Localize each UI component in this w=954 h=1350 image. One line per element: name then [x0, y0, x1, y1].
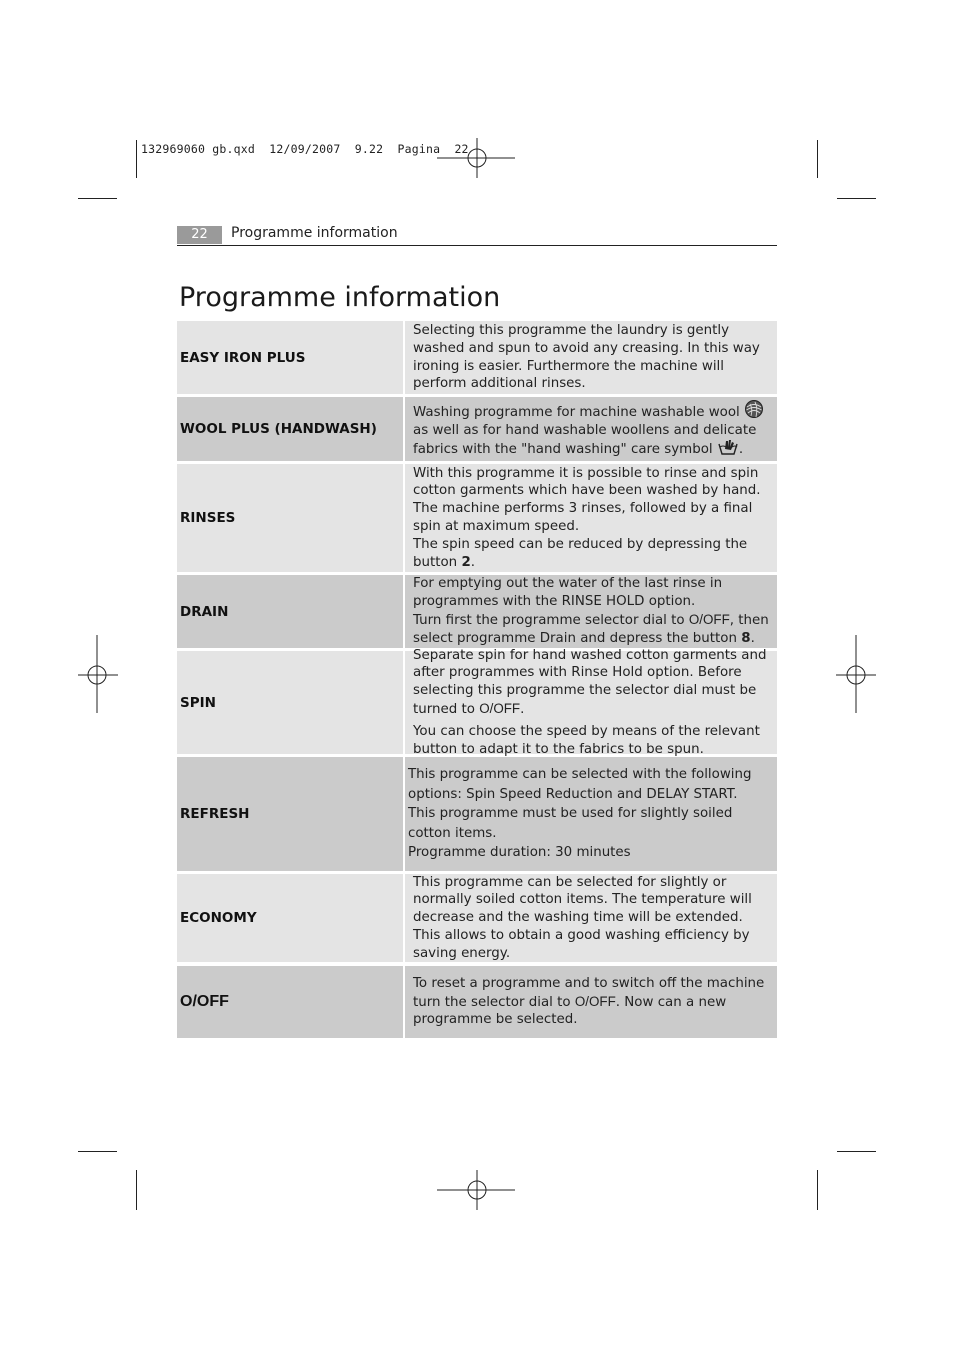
description-text: .	[738, 442, 744, 458]
description-text: This programme can be selected for slightly or normally soiled cotton items. The temperature will decrease and the washing time will be extended. This allows to obtain a good washing efficiency by saving energy.	[413, 874, 752, 961]
registration-mark-left-icon	[78, 635, 118, 715]
description-text: For emptying out the water of the last rinse in programmes with the RINSE HOLD option.	[413, 576, 723, 610]
off-position-label: O/OFF	[574, 993, 616, 1009]
description-text: Turn first the programme selector dial to	[413, 613, 685, 628]
description-text: .	[750, 630, 755, 646]
table-row	[177, 757, 777, 871]
programme-name: RINSES	[177, 464, 403, 572]
running-header-title: Programme information	[231, 225, 398, 241]
page-number: 22	[177, 226, 222, 244]
off-position-label: O/OFF	[479, 701, 521, 716]
description-text: as well as for hand washable woollens and delicate fabrics with the "hand washing" care symbol	[413, 422, 757, 458]
programme-description	[405, 464, 777, 572]
description-text: .	[470, 554, 476, 570]
description-text: , then select programme Drain and depress the button	[413, 613, 769, 646]
programme-name: REFRESH	[177, 757, 403, 871]
programme-name: EASY IRON PLUS	[177, 321, 403, 394]
description-text: With this programme it is possible to rinse and spin cotton garments which have been washed by hand.	[413, 465, 761, 499]
off-position-label: O/OFF	[688, 612, 730, 627]
table-row	[177, 966, 777, 1038]
programme-name: ECONOMY	[177, 874, 403, 962]
programme-name: DRAIN	[177, 575, 403, 648]
programme-description	[405, 575, 777, 648]
description-text: Selecting this programme the laundry is gently washed and spun to avoid any creasing. In this way ironing is easier. Furthermore the machine will perform additional rinses.	[413, 322, 760, 392]
programme-name: SPIN	[177, 651, 403, 754]
description-text: Washing programme for machine washable wool	[413, 404, 740, 420]
description-text: Programme duration: 30 minutes	[408, 845, 631, 861]
table-row	[177, 647, 777, 757]
description-text: .	[520, 702, 525, 717]
description-text: You can choose the speed by means of the relevant button to adapt it to the fabrics to be spun.	[413, 723, 760, 757]
registration-mark-top-icon	[437, 138, 517, 178]
description-text: The spin speed can be reduced by depressing the button	[413, 536, 748, 570]
table-row	[177, 321, 777, 394]
table-row	[177, 397, 777, 461]
programme-description	[405, 397, 777, 461]
wool-ball-symbol-icon	[744, 399, 764, 419]
table-row	[177, 575, 777, 648]
programme-name: WOOL PLUS (HANDWASH)	[177, 397, 403, 461]
programme-description	[405, 647, 777, 757]
registration-mark-right-icon	[836, 635, 876, 715]
hand-washing-care-symbol-icon	[717, 439, 739, 456]
table-row	[177, 464, 777, 572]
button-number: 8	[741, 630, 751, 646]
programme-description	[405, 321, 777, 394]
description-text: To reset a programme and to switch off the machine turn the selector dial to	[413, 975, 765, 1010]
description-text: This programme must be used for slightly soiled cotton items.	[408, 806, 733, 841]
description-text: This programme can be selected with the following options: Spin Speed Reduction and DELAY START.	[408, 767, 752, 802]
registration-mark-bottom-icon	[437, 1170, 517, 1210]
print-slug: 132969060 gb.qxd 12/09/2007 9.22 Pagina 22	[141, 142, 469, 156]
page-title: Programme information	[179, 282, 501, 313]
description-text: Separate spin for hand washed cotton garments and after programmes with Rinse Hold option. Before selecting this programme the selector dial must be turned to	[413, 647, 767, 717]
table-row	[177, 874, 777, 962]
programme-description	[405, 966, 777, 1038]
programme-name: O/OFF	[177, 966, 403, 1038]
header-rule	[177, 245, 777, 246]
programme-description	[405, 757, 777, 871]
button-number: 2	[461, 554, 471, 570]
programme-description	[405, 874, 777, 962]
description-text: . Now can a new programme be selected.	[413, 994, 727, 1028]
description-text: The machine performs 3 rinses, followed by a final spin at maximum speed.	[413, 501, 753, 534]
